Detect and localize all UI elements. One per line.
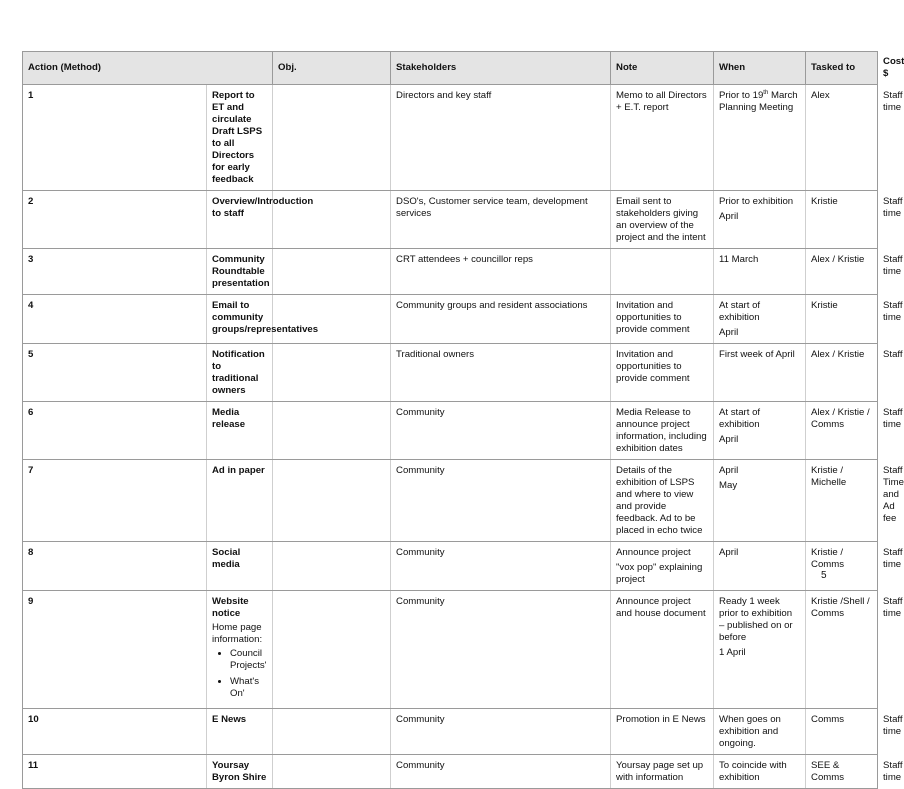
- row-number: 4: [23, 295, 207, 344]
- action-cell: [207, 295, 319, 344]
- stakeholders-cell: Community: [391, 402, 611, 460]
- obj-cell: [273, 344, 391, 402]
- note-cell: Announce project and house document: [611, 591, 714, 709]
- action-title: Overview/Introduction to staff: [212, 196, 314, 219]
- table-row: 2 Overview/Introduction to staff DSO's, Customer service team, development services Email sent to stakeholders giving an overview of the project and the intent Prior to exhibition April Kristie Staff time: [23, 191, 878, 249]
- action-cell: [207, 191, 314, 249]
- page-number: 5: [821, 570, 827, 581]
- note-cell: Media Release to announce project information, including exhibition dates: [611, 402, 714, 460]
- when-cell: [714, 85, 806, 191]
- when-cell: [714, 295, 806, 344]
- when-line: April: [719, 327, 739, 338]
- tasked-to-cell: Alex / Kristie: [806, 344, 878, 402]
- action-title: Notification to traditional owners: [212, 349, 265, 396]
- stakeholders-cell: Traditional owners: [391, 344, 611, 402]
- note-cell: Details of the exhibition of LSPS and where to view and provide feedback. Ad to be placed in echo twice: [611, 460, 714, 542]
- action-cell: [207, 709, 273, 755]
- when-cell: [714, 344, 806, 402]
- table-row: 6 Media release Community Media Release to announce project information, including exhibition dates At start of exhibition April Alex / Kristie / Comms Staff time: [23, 402, 878, 460]
- tasked-to-cell: Kristie: [806, 191, 878, 249]
- action-cell: [207, 460, 273, 542]
- action-cell: [207, 249, 273, 295]
- obj-cell: [273, 295, 391, 344]
- when-line: To coincide with exhibition: [719, 760, 787, 783]
- tasked-to-cell: Kristie / Comms: [806, 542, 878, 591]
- note-cell: Memo to all Directors + E.T. report: [611, 85, 714, 191]
- row-number: 11: [23, 755, 207, 789]
- when-line: April: [719, 465, 739, 476]
- action-cell: [207, 755, 273, 789]
- tasked-to-cell: Alex / Kristie / Comms: [806, 402, 878, 460]
- action-bullet-list: [212, 648, 267, 700]
- stakeholders-cell: Community: [391, 542, 611, 591]
- note-line: "vox pop" explaining project: [616, 562, 703, 585]
- row-number: 5: [23, 344, 207, 402]
- header-stakeholders: Stakeholders: [391, 52, 611, 85]
- row-number: 6: [23, 402, 207, 460]
- tasked-to-cell: Alex / Kristie: [806, 249, 878, 295]
- table-row: 11 Yoursay Byron Shire Community Yoursay page set up with information To coincide with exhibition SEE & Comms Staff time: [23, 755, 878, 789]
- when-cell: [714, 460, 806, 542]
- table-row: 1 Report to ET and circulate Draft LSPS to all Directors for early feedback Directors and key staff Memo to all Directors + E.T. report Prior to 19th March Planning Meeting Alex Staff time: [23, 85, 878, 191]
- note-cell: [611, 542, 714, 591]
- when-line: April: [719, 434, 739, 445]
- when-cell: [714, 542, 806, 591]
- obj-cell: [273, 755, 391, 789]
- when-line: April: [719, 547, 739, 558]
- action-bullet-item: • Council Projects': [230, 648, 267, 672]
- row-number: 9: [23, 591, 207, 709]
- when-cell: [714, 709, 806, 755]
- obj-cell: [273, 709, 391, 755]
- tasked-to-cell: Kristie / Michelle: [806, 460, 878, 542]
- when-line: May: [719, 480, 738, 491]
- stakeholders-cell: Community: [391, 460, 611, 542]
- when-line: At start of exhibition: [719, 300, 761, 323]
- when-cell: [714, 402, 806, 460]
- note-cell: Email sent to stakeholders giving an overview of the project and the intent: [611, 191, 714, 249]
- action-cell: [207, 542, 273, 591]
- stakeholders-cell: Community: [391, 709, 611, 755]
- action-cell: [207, 402, 273, 460]
- tasked-to-cell: Kristie: [806, 295, 878, 344]
- row-number: 8: [23, 542, 207, 591]
- obj-cell: [273, 249, 391, 295]
- table-row: 7 Ad in paper Community Details of the exhibition of LSPS and where to view and provide feedback. Ad to be placed in echo twice April May Kristie / Michelle Staff Time and Ad fee: [23, 460, 878, 542]
- tasked-to-cell: Comms: [806, 709, 878, 755]
- obj-cell: [273, 542, 391, 591]
- stakeholders-cell: Community groups and resident associations: [391, 295, 611, 344]
- table-row: 9 Website notice Home page information: • Council Projects' • What's On' Community Announce project and house document Ready 1 week prior to exhibition – published on or before 1 April Kristie /Shell / Comms Staff time: [23, 591, 878, 709]
- when-line: Prior to exhibition: [719, 196, 794, 207]
- when-line: 1 April: [719, 647, 746, 658]
- row-number: 7: [23, 460, 207, 542]
- row-number: 1: [23, 85, 207, 191]
- note-cell: Yoursay page set up with information: [611, 755, 714, 789]
- row-number: 2: [23, 191, 207, 249]
- table-row: 8 Social media Community Announce project "vox pop" explaining project April Kristie / Comms Staff time: [23, 542, 878, 591]
- action-cell: [207, 591, 273, 709]
- when-cell: [714, 249, 806, 295]
- stakeholders-cell: CRT attendees + councillor reps: [391, 249, 611, 295]
- stakeholders-cell: DSO's, Customer service team, development services: [391, 191, 611, 249]
- tasked-to-cell: Kristie /Shell / Comms: [806, 591, 878, 709]
- action-cell: [207, 344, 273, 402]
- table-row: 3 Community Roundtable presentation CRT attendees + councillor reps 11 March Alex / Kristie Staff time: [23, 249, 878, 295]
- stakeholders-cell: Community: [391, 591, 611, 709]
- note-cell: Invitation and opportunities to provide comment: [611, 295, 714, 344]
- header-when: When: [714, 52, 806, 85]
- stakeholders-cell: Community: [391, 755, 611, 789]
- tasked-to-cell: SEE & Comms: [806, 755, 878, 789]
- obj-cell: [273, 402, 391, 460]
- table-row: 4 Email to community groups/representatives Community groups and resident associations Invitation and opportunities to provide comment At start of exhibition April Kristie Staff time: [23, 295, 878, 344]
- row-number: 3: [23, 249, 207, 295]
- obj-cell: [273, 460, 391, 542]
- action-title: Media release: [212, 407, 246, 430]
- action-title: Social media: [212, 547, 241, 570]
- action-title: Community Roundtable presentation: [212, 254, 270, 289]
- when-cell: [714, 191, 806, 249]
- when-line: First week of April: [719, 349, 795, 360]
- row-number: 10: [23, 709, 207, 755]
- action-title: Report to ET and circulate Draft LSPS to all Directors for early feedback: [212, 90, 263, 185]
- action-title: Yoursay Byron Shire: [212, 760, 267, 783]
- when-cell: [714, 591, 806, 709]
- when-text: March Planning Meeting: [719, 90, 798, 113]
- header-note: Note: [611, 52, 714, 85]
- action-subtitle: Home page information:: [212, 622, 263, 645]
- action-title: Ad in paper: [212, 465, 265, 476]
- stakeholders-cell: Directors and key staff: [391, 85, 611, 191]
- table-row: 10 E News Community Promotion in E News When goes on exhibition and ongoing. Comms Staff time: [23, 709, 878, 755]
- action-title: E News: [212, 714, 247, 725]
- when-line: 11 March: [719, 254, 759, 265]
- action-title: Email to community groups/representatives: [212, 300, 319, 335]
- when-superscript: th: [763, 90, 769, 96]
- obj-cell: [273, 591, 391, 709]
- note-line: Announce project: [616, 547, 691, 558]
- tasked-to-cell: Alex: [806, 85, 878, 191]
- note-cell: Promotion in E News: [611, 709, 714, 755]
- note-cell: [611, 249, 714, 295]
- header-obj: Obj.: [273, 52, 391, 85]
- when-line: At start of exhibition: [719, 407, 761, 430]
- engagement-table: [22, 51, 904, 789]
- when-line: When goes on exhibition and ongoing.: [719, 714, 781, 749]
- when-text: Prior to 19: [719, 90, 764, 101]
- action-cell: [207, 85, 273, 191]
- action-title: Website notice: [212, 596, 249, 619]
- when-line: Ready 1 week prior to exhibition – published on or before: [719, 596, 793, 643]
- header-row: Action (Method) Obj. Stakeholders Note When Tasked to Cost $: [23, 52, 878, 85]
- table-row: 5 Notification to traditional owners Traditional owners Invitation and opportunities to provide comment First week of April Alex / Kristie Staff: [23, 344, 878, 402]
- action-bullet-item: • What's On': [230, 676, 267, 700]
- header-action: Action (Method): [23, 52, 273, 85]
- header-tasked-to: Tasked to: [806, 52, 878, 85]
- note-cell: Invitation and opportunities to provide comment: [611, 344, 714, 402]
- obj-cell: [273, 85, 391, 191]
- when-cell: [714, 755, 806, 789]
- when-line: April: [719, 211, 739, 222]
